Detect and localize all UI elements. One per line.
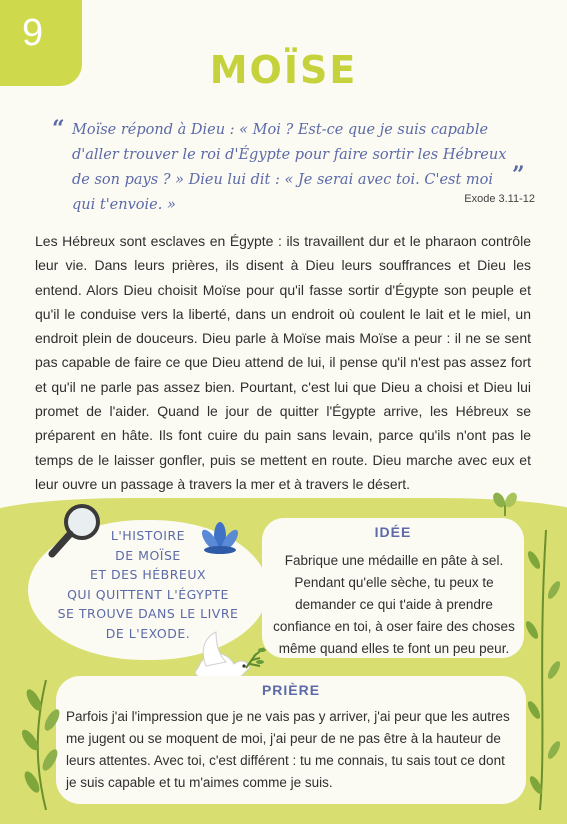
info-bubble-line: DE L'EXODE. (105, 625, 191, 641)
info-bubble-line: QUI QUITTENT L'ÉGYPTE (67, 586, 229, 602)
leaf-branch-icon (520, 520, 566, 810)
story-text: Les Hébreux sont esclaves en Égypte : ils travaillent dur et le pharaon contrôle leur vie. Dans leurs prières, ils disent à Dieu leurs souffrances et Dieu les entend. Alors Dieu choisit Moïse pour qu'il fasse sortir d'Égypte son peuple et qu'il le conduise vers la liberté, dans un endroit où coulent le lait et le miel, un endroit plein de douceurs. Dieu parle à Moïse mais Moïse a peur : il ne se sent pas capable de faire ce que Dieu attend de lui, il pense qu'il n'est pas assez fort et qu'il ne parle pas assez bien. Pourtant, c'est lui que Dieu a choisi et Dieu lui promet de l'aider. Quand le jour de quitter l'Égypte arrive, les Hébreux se préparent en hâte. Ils font cuire du pain sans levain, parce qu'ils n'ont pas le temps de le laisser gonfler, puis se mettent en route. Dieu marche avec eux et leur ouvre un passage à travers la mer et à travers le désert. (35, 233, 531, 492)
page-number: 9 (22, 12, 44, 54)
quote-reference: Exode 3.11-12 (464, 193, 535, 205)
idea-text: Fabrique une médaille en pâte à sel. Pendant qu'elle sèche, tu peux te demander ce qui t'aide à prendre confiance en toi, à oser faire des choses même quand elles te font un peu peur. (273, 553, 515, 656)
leaf-branch-icon (6, 660, 66, 810)
prayer-text: Parfois j'ai l'impression que je ne vais pas y arriver, j'ai peur que les autres me jugent ou se moquent de moi, j'ai peur de ne pas être à la hauteur de leurs attentes. Avec toi, c'est différent : tu me connais, tu sais tout ce dont je suis capable et tu m'aimes comme je suis. (66, 709, 510, 790)
info-bubble-line: DE MOÏSE (115, 547, 181, 563)
close-quote-mark: ” (512, 162, 525, 188)
info-bubble-line: ET DES HÉBREUX (89, 567, 207, 582)
bible-quote: Moïse répond à Dieu : « Moi ? Est-ce que je suis capable d'aller trouver le roi d'Égypte pour faire sortir les Hébreux de son pays ? » Dieu lui dit : « Je serai avec toi. C'est moi qui t'envoie. » (72, 122, 507, 213)
magnifier-icon (44, 500, 108, 564)
info-bubble-line: SE TROUVE DANS LE LIVRE (57, 606, 239, 621)
page-title: MOÏSE (209, 48, 358, 92)
idea-title: IDÉE (374, 524, 412, 540)
prayer-title: PRIÈRE (261, 682, 321, 698)
lotus-icon (196, 520, 244, 556)
sprout-icon (490, 490, 520, 518)
info-bubble-line: L'HISTOIRE (110, 528, 186, 543)
open-quote-mark: “ (52, 116, 65, 142)
